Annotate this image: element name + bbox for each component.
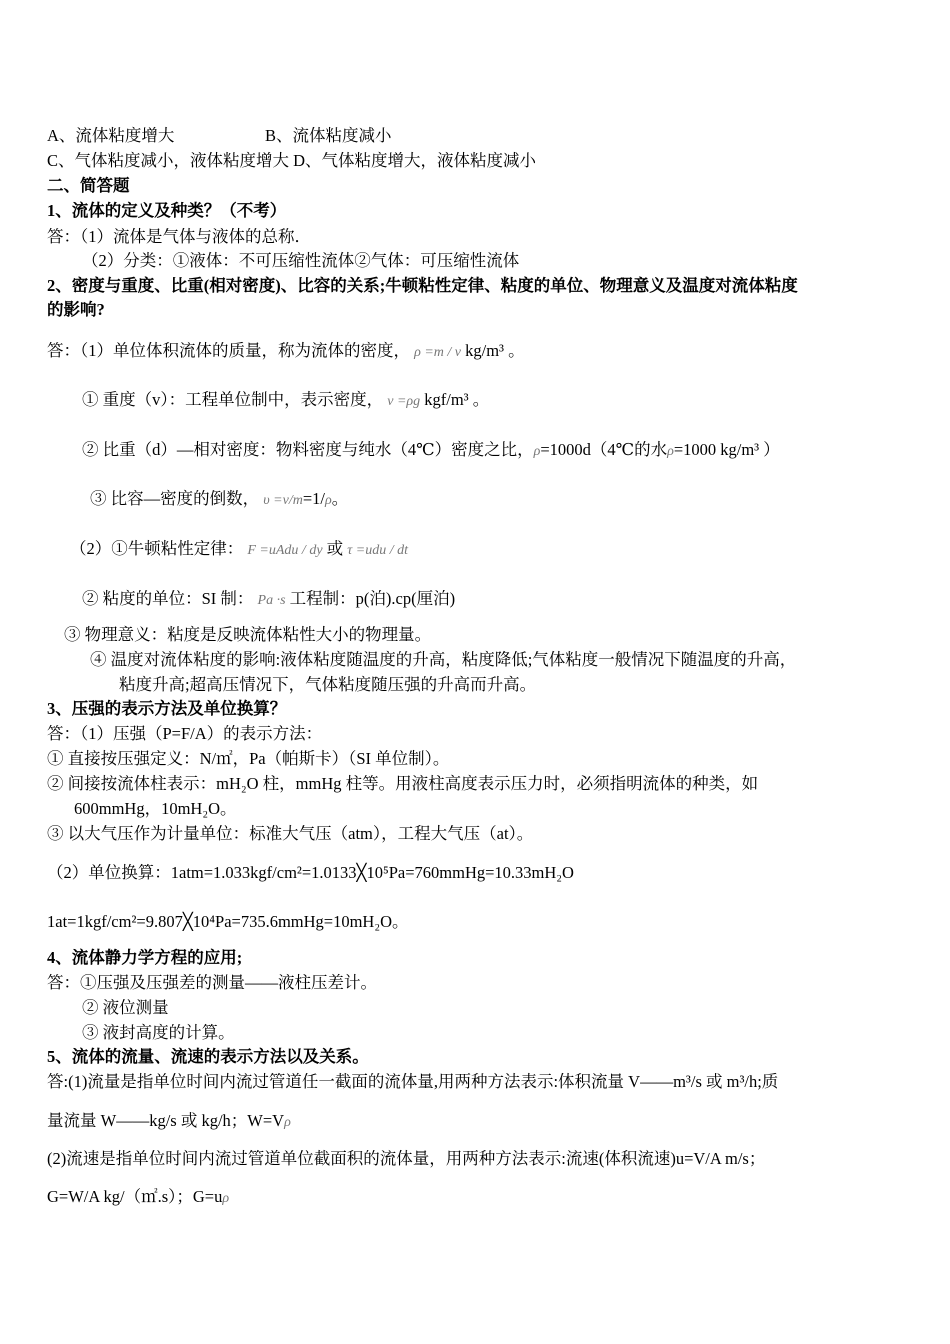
newton-law-text: （2）①牛顿粘性定律： <box>70 539 244 558</box>
rho-symbol: ρ <box>284 1115 291 1130</box>
viscosity-engineering-unit: 工程制：p(泊).cp(厘泊) <box>289 589 456 608</box>
pressure-method-2-line-2: 600mmHg，10mH₂O。 <box>74 799 237 818</box>
answer-4-line-2: ② 液位测量 <box>82 998 169 1017</box>
specific-weight <box>82 389 489 413</box>
answer-3-intro: 答：（1）压强（P=F/A）的表示方法： <box>47 724 323 743</box>
question-1-title: 1、流体的定义及种类？（不考） <box>47 201 287 220</box>
viscosity-physical-meaning: ③ 物理意义：粘度是反映流体粘性大小的物理量。 <box>64 625 432 644</box>
rho-symbol: ρ <box>667 444 674 459</box>
specific-weight-unit: kgf/m³ 。 <box>424 390 490 409</box>
density-text: 答：（1）单位体积流体的质量，称为流体的密度， <box>47 341 410 360</box>
viscosity-units <box>82 588 455 612</box>
specific-gravity-end: =1000 kg/m³ ） <box>673 440 780 459</box>
answer-5-line-4 <box>47 1186 229 1210</box>
unit-conversion-2: 1at=1kgf/cm²=9.807╳10⁴Pa=735.6mmHg=10mH₂O。 <box>47 912 409 931</box>
specific-gravity-text: ② 比重（d）—相对密度：物料密度与纯水（4℃）密度之比， <box>82 440 534 459</box>
rho-symbol: ρ <box>222 1191 230 1206</box>
answer-1-line-2: （2）分类：①液体：不可压缩性流体②气体：可压缩性流体 <box>82 251 520 270</box>
specific-volume-formula: υ =v/m <box>263 493 303 508</box>
newton-or: 或 <box>326 539 344 558</box>
viscosity-si-unit: Pa ·s <box>257 593 286 608</box>
specific-weight-formula: v =ρg <box>387 394 421 409</box>
question-2-title-line-2: 的影响? <box>47 300 105 319</box>
density-formula: ρ =m / v <box>414 345 462 360</box>
specific-volume <box>90 488 348 512</box>
answer-5-line-3: (2)流速是指单位时间内流过管道单位截面积的流体量，用两种方法表示:流速(体积流速)u=V/A m/s； <box>47 1149 766 1168</box>
specific-volume-end: 。 <box>331 489 349 508</box>
answer-5-line-2 <box>47 1110 291 1134</box>
answer-5-line-1: 答:(1)流量是指单位时间内流过管道任一截面的流体量,用两种方法表示:体积流量 V——m³/s 或 m³/h;质 <box>47 1072 779 1091</box>
pressure-method-3: ③ 以大气压作为计量单位：标准大气压（atm），工程大气压（at）。 <box>47 824 534 843</box>
newton-formula-2: τ =udu / dt <box>347 543 409 558</box>
option-c-d: C、气体粘度减小，液体粘度增大 D、气体粘度增大，液体粘度减小 <box>47 151 537 170</box>
rho-symbol: ρ <box>533 444 541 459</box>
answer-1-line-1: 答：（1）流体是气体与液体的总称． <box>47 227 311 246</box>
section-heading: 二、简答题 <box>47 176 130 195</box>
newton-formula-1: F =uAdu / dy <box>247 543 323 558</box>
density-definition <box>47 340 525 364</box>
temperature-effect-line-1: ④ 温度对流体粘度的影响:液体粘度随温度的升高，粘度降低;气体粘度一般情况下随温度的升高， <box>90 650 797 669</box>
viscosity-units-text: ② 粘度的单位：SI 制： <box>82 589 254 608</box>
specific-gravity <box>82 439 780 463</box>
specific-volume-text: ③ 比容—密度的倒数， <box>90 489 260 508</box>
density-unit: kg/m³ 。 <box>465 341 525 360</box>
mass-flow-text: 量流量 W——kg/s 或 kg/h；W=V <box>47 1111 285 1130</box>
mass-velocity-text: G=W/A kg/（㎡.s）；G=u <box>47 1187 223 1206</box>
temperature-effect-line-2: 粘度升高;超高压情况下，气体粘度随压强的升高而升高。 <box>119 675 537 694</box>
question-5-title: 5、流体的流量、流速的表示方法以及关系。 <box>47 1047 369 1066</box>
rho-symbol: ρ <box>324 493 332 508</box>
question-3-title: 3、压强的表示方法及单位换算？ <box>47 699 287 718</box>
specific-gravity-mid: =1000d（4℃的水 <box>540 440 668 459</box>
unit-conversion-1: （2）单位换算：1atm=1.033kgf/cm²=1.0133╳10⁵Pa=760mmHg=10.33mH₂O <box>47 863 574 882</box>
pressure-method-1: ① 直接按压强定义：N/㎡，Pa（帕斯卡）（SI 单位制）。 <box>47 749 450 768</box>
answer-4-line-1: 答：①压强及压强差的测量——液柱压差计。 <box>47 973 377 992</box>
option-b: B、流体粘度减小 <box>265 126 392 145</box>
answer-4-line-3: ③ 液封高度的计算。 <box>82 1023 235 1042</box>
specific-weight-text: ① 重度（v）：工程单位制中，表示密度， <box>82 390 384 409</box>
question-2-title-line-1: 2、密度与重度、比重(相对密度)、比容的关系;牛顿粘性定律、粘度的单位、物理意义及温度对流体粘度 <box>47 276 798 295</box>
newton-viscosity-law <box>70 538 408 562</box>
option-a: A、流体粘度增大 <box>47 126 175 145</box>
question-4-title: 4、流体静力学方程的应用; <box>47 948 243 967</box>
specific-volume-mid: =1/ <box>302 489 325 508</box>
pressure-method-2-line-1: ② 间接按流体柱表示：mH₂O 柱，mmHg 柱等。用液柱高度表示压力时，必须指明流体的种类，如 <box>47 774 759 793</box>
